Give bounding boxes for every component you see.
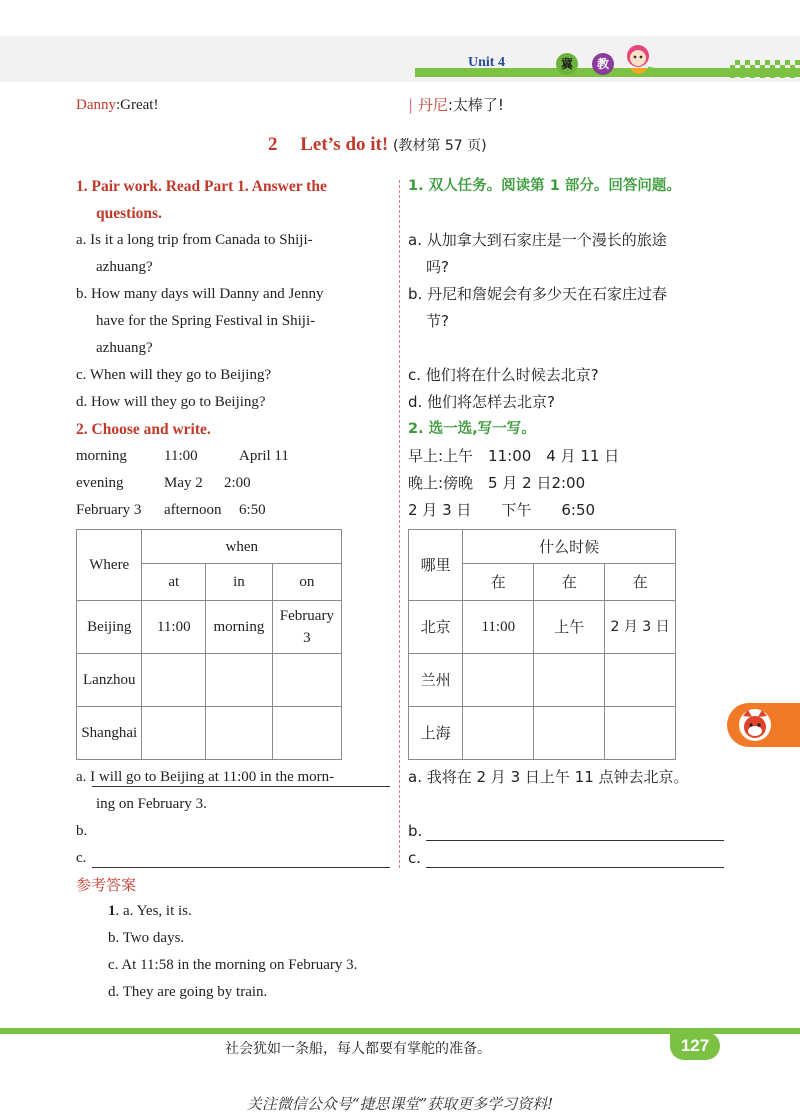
badge-ji: 冀 [556, 53, 578, 75]
th-where-cn: 哪里 [409, 530, 463, 601]
speaker-en: Danny [76, 97, 116, 113]
cell-at[interactable] [142, 654, 206, 707]
chinese-answers [408, 764, 728, 872]
answer-c-label: c. [76, 850, 87, 866]
answer-num: 1 [108, 903, 116, 919]
word: evening [76, 475, 124, 491]
q1d-cn: d. 他们将怎样去北京? [408, 393, 556, 411]
answer-b-label: b. [76, 823, 88, 839]
word-row-1 [76, 443, 392, 470]
cell-on-cn[interactable] [605, 654, 676, 707]
cell-in[interactable] [206, 654, 273, 707]
q1b-cn: b. 丹尼和詹妮会有多少天在石家庄过春 [408, 285, 668, 303]
q1-heading-cn: 1. 双人任务。阅读第 1 部分。回答问题。 [408, 178, 681, 194]
cell-at-cn: 11:00 [463, 601, 534, 654]
th-in: in [206, 564, 273, 601]
section-title [268, 134, 487, 156]
answer-c-cn-line[interactable] [426, 867, 724, 868]
answer-c-line[interactable] [92, 867, 390, 868]
cell-at: 11:00 [142, 601, 206, 654]
q1a-cn: a. 从加拿大到石家庄是一个漫长的旅途 [408, 231, 667, 249]
answer-a-cn: a. 我将在 2 月 3 日上午 11 点钟去北京。 [408, 768, 689, 786]
speaker-cn: 丹尼 [417, 96, 448, 114]
word-row-cn-2: 晚上:傍晚 5 月 2 日2:00 [408, 474, 586, 492]
answer-1d: d. They are going by train. [108, 984, 268, 1000]
word: April 11 [239, 448, 289, 464]
watermark-text: 关注微信公众号“捷思课堂”获取更多学习资料! [246, 1095, 554, 1113]
cell-at-cn[interactable] [463, 654, 534, 707]
cell-on: February 3 [272, 601, 341, 654]
cell-place-cn: 北京 [409, 601, 463, 654]
answer-a-en: a. I will go to Beijing at 11:00 in the morn- [76, 769, 335, 785]
footer-slogan: 社会犹如一条船，每人都要有掌舵的准备。 [225, 1041, 491, 1057]
answer-c-en [76, 845, 396, 872]
chinese-table [408, 529, 676, 760]
q1b-en: b. How many days will Danny and Jenny [76, 286, 324, 302]
word: May 2 [164, 475, 203, 491]
cell-in-cn[interactable] [534, 707, 605, 760]
th-at: at [142, 564, 206, 601]
q1a-en-cont: azhuang? [96, 259, 153, 275]
q1-heading-en: 1. Pair work. Read Part 1. Answer the [76, 178, 327, 195]
answer-1a [108, 898, 357, 925]
answer-c-cn-label: c. [408, 849, 422, 867]
answers-block [108, 898, 357, 1006]
answers-heading: 参考答案 [76, 876, 137, 894]
q1d-en: d. How will they go to Beijing? [76, 394, 266, 410]
dialog-bar: | [408, 96, 418, 114]
section-title-text: Let’s do it! [300, 134, 389, 155]
answer-1b: b. Two days. [108, 930, 185, 946]
word-row-3 [76, 497, 392, 524]
word: 2:00 [224, 475, 251, 491]
answer-1a-text: . a. Yes, it is. [115, 903, 192, 919]
fox-face-icon [738, 708, 772, 742]
q1-heading-en-cont: questions. [96, 205, 162, 222]
q1a-en: a. Is it a long trip from Canada to Shiji- [76, 232, 313, 248]
answer-b-line[interactable] [92, 786, 390, 787]
cell-place: Lanzhou [77, 654, 142, 707]
q1c-cn: c. 他们将在什么时候去北京? [408, 366, 599, 384]
badge-jiao: 教 [592, 53, 614, 75]
answer-a-en-cont: ing on February 3. [96, 796, 207, 812]
answer-b-cn [408, 818, 728, 845]
cell-on[interactable] [272, 654, 341, 707]
q1b-en-cont2: azhuang? [96, 340, 153, 356]
cell-on[interactable] [272, 707, 341, 760]
q1b-cn-cont: 节? [426, 312, 449, 330]
answer-b-en [76, 818, 396, 845]
section-number: 2 [268, 134, 278, 155]
answer-1c: c. At 11:58 in the morning on February 3. [108, 957, 358, 973]
word-row-2 [76, 470, 392, 497]
unit-label: Unit 4 [468, 55, 505, 70]
th-on-cn: 在 [605, 564, 676, 601]
header-checker-pattern [730, 60, 800, 78]
q1a-cn-cont: 吗? [426, 258, 449, 276]
cell-at[interactable] [142, 707, 206, 760]
english-table [76, 529, 342, 760]
cell-place-cn: 兰州 [409, 654, 463, 707]
cell-place: Shanghai [77, 707, 142, 760]
cell-in-cn: 上午 [534, 601, 605, 654]
english-answers [76, 764, 396, 872]
word: afternoon [164, 502, 222, 518]
cell-place-cn: 上海 [409, 707, 463, 760]
word: 6:50 [239, 502, 266, 518]
dialog-en [76, 92, 158, 119]
cell-in: morning [206, 601, 273, 654]
q2-heading-cn: 2. 选一选,写一写。 [408, 421, 536, 437]
cell-on-cn: 2 月 3 日 [605, 601, 676, 654]
cell-on-cn[interactable] [605, 707, 676, 760]
spacer [408, 200, 728, 227]
dialog-line-cn: :太棒了! [447, 96, 504, 114]
spacer [408, 791, 728, 818]
page-number: 127 [670, 1032, 720, 1060]
th-in-cn: 在 [534, 564, 605, 601]
q2-heading-en: 2. Choose and write. [76, 421, 211, 438]
dialog-line-en: :Great! [116, 97, 159, 113]
word: 11:00 [164, 448, 198, 464]
th-at-cn: 在 [463, 564, 534, 601]
th-where: Where [77, 530, 142, 601]
th-when-cn: 什么时候 [463, 530, 676, 564]
cell-in[interactable] [206, 707, 273, 760]
q1c-en: c. When will they go to Beijing? [76, 367, 272, 383]
answer-b-cn-label: b. [408, 822, 423, 840]
answer-b-cn-line[interactable] [426, 840, 724, 841]
word: morning [76, 448, 127, 464]
mascot-girl-icon [618, 38, 668, 80]
english-column [76, 173, 392, 524]
th-when: when [142, 530, 342, 564]
word: February 3 [76, 502, 142, 518]
section-ref: (教材第 57 页) [392, 138, 487, 154]
th-on: on [272, 564, 341, 601]
cell-at-cn[interactable] [463, 707, 534, 760]
cell-in-cn[interactable] [534, 654, 605, 707]
answer-c-cn [408, 845, 728, 872]
dialog-cn [408, 92, 504, 119]
chinese-column [408, 173, 728, 524]
word-row-cn-1: 早上:上午 11:00 4 月 11 日 [408, 447, 620, 465]
cell-place: Beijing [77, 601, 142, 654]
word-row-cn-3: 2 月 3 日 下午 6:50 [408, 501, 596, 519]
column-divider [399, 180, 400, 868]
spacer [408, 335, 728, 362]
q1b-en-cont: have for the Spring Festival in Shiji- [96, 313, 316, 329]
